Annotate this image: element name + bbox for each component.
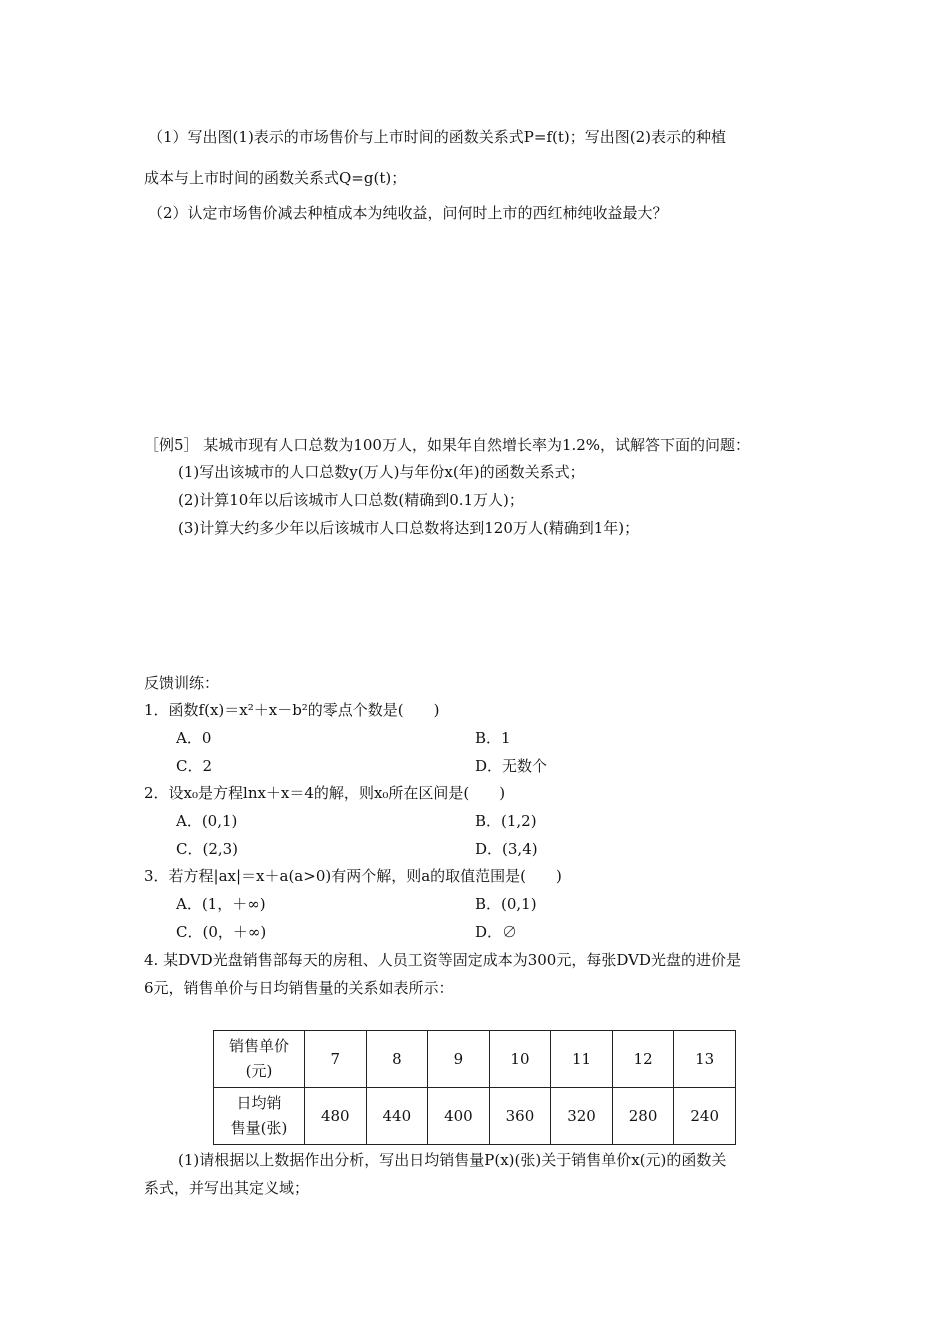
feedback-q3-option-c: C．(0，＋∞) (176, 923, 267, 941)
table-cell-sales: 280 (612, 1088, 674, 1145)
table-cell-sales: 240 (674, 1088, 736, 1145)
question-1-line-1: （1）写出图(1)表示的市场售价与上市时间的函数关系式P=f(t)；写出图(2)表示的种植 (148, 128, 726, 146)
table-header-price-line-2: (元) (245, 1062, 273, 1080)
table-cell-price: 8 (366, 1031, 428, 1088)
feedback-q2-option-a: A．(0,1) (176, 812, 238, 830)
feedback-q3-option-a: A．(1，＋∞) (176, 895, 266, 913)
sales-table (213, 1030, 736, 1145)
feedback-q4-line-1: 4. 某DVD光盘销售部每天的房租、人员工资等固定成本为300元，每张DVD光盘的进价是 (144, 951, 741, 969)
feedback-q1-option-d: D．无数个 (475, 757, 548, 775)
table-row-price (214, 1031, 736, 1088)
feedback-q4-sub1-line-1: (1)请根据以上数据作出分析，写出日均销售量P(x)(张)关于销售单价x(元)的函数关 (178, 1151, 727, 1169)
feedback-q2-option-d: D．(3,4) (475, 840, 538, 858)
example-5-item-2: (2)计算10年以后该城市人口总数(精确到0.1万人)； (178, 491, 524, 509)
table-cell-price: 9 (428, 1031, 490, 1088)
feedback-title: 反馈训练： (144, 674, 220, 692)
feedback-q1-option-c: C．2 (176, 757, 213, 775)
table-cell-price: 13 (674, 1031, 736, 1088)
table-cell-price: 12 (612, 1031, 674, 1088)
feedback-q1-option-b: B．1 (475, 729, 511, 747)
table-header-sales (214, 1088, 305, 1145)
question-2: （2）认定市场售价减去种植成本为纯收益，问何时上市的西红柿纯收益最大？ (148, 204, 668, 222)
feedback-q1-option-a: A．0 (176, 729, 212, 747)
example-5-item-3: (3)计算大约多少年以后该城市人口总数将达到120万人(精确到1年)； (178, 519, 640, 537)
table-cell-sales: 480 (305, 1088, 367, 1145)
feedback-q1-stem: 1．函数f(x)＝x²＋x－b²的零点个数是( ) (144, 701, 440, 719)
table-cell-sales: 440 (366, 1088, 428, 1145)
example-5-item-1: (1)写出该城市的人口总数y(万人)与年份x(年)的函数关系式； (178, 463, 585, 481)
table-cell-sales: 320 (551, 1088, 613, 1145)
table-cell-price: 11 (551, 1031, 613, 1088)
feedback-q2-option-c: C．(2,3) (176, 840, 239, 858)
feedback-q2-stem: 2．设x₀是方程lnx＋x＝4的解，则x₀所在区间是( ) (144, 784, 506, 802)
table-header-sales-line-2: 售量(张) (230, 1119, 288, 1137)
table-cell-price: 10 (489, 1031, 551, 1088)
table-row-sales (214, 1088, 736, 1145)
feedback-q4-sub1-line-2: 系式，并写出其定义域； (144, 1179, 310, 1197)
table-header-sales-line-1: 日均销 (236, 1094, 282, 1112)
table-header-price-line-1: 销售单价 (228, 1037, 289, 1055)
feedback-q3-option-b: B．(0,1) (475, 895, 537, 913)
feedback-q3-option-d: D．∅ (475, 923, 518, 941)
table-header-price (214, 1031, 305, 1088)
table-cell-sales: 400 (428, 1088, 490, 1145)
feedback-q3-stem: 3．若方程|ax|＝x＋a(a>0)有两个解，则a的取值范围是( ) (144, 867, 562, 885)
question-1-line-2: 成本与上市时间的函数关系式Q=g(t)； (144, 169, 407, 187)
table-cell-sales: 360 (489, 1088, 551, 1145)
feedback-q4-line-2: 6元，销售单价与日均销售量的关系如表所示： (144, 979, 454, 997)
table-cell-price: 7 (305, 1031, 367, 1088)
example-5-heading: ［例5］ 某城市现有人口总数为100万人，如果年自然增长率为1.2%，试解答下面的问题： (144, 436, 751, 454)
feedback-q2-option-b: B．(1,2) (475, 812, 537, 830)
